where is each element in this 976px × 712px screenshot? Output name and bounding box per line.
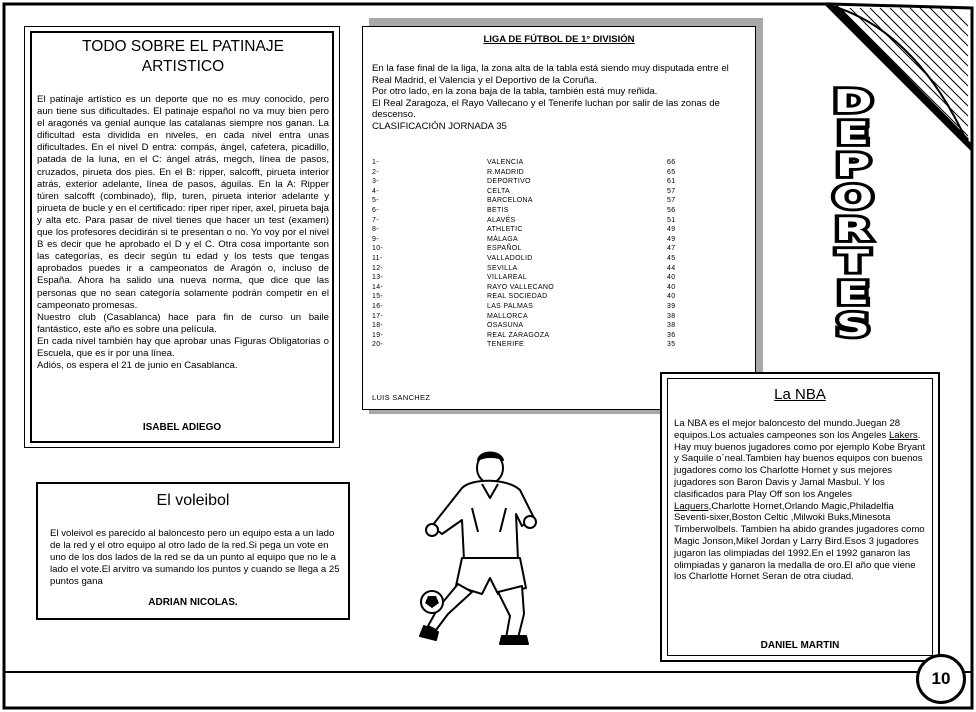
liga-table-row <box>372 312 742 322</box>
liga-cell-pos: 3- <box>372 178 379 186</box>
liga-cell-pts: 57 <box>667 197 676 205</box>
liga-cell-pts: 49 <box>667 235 676 243</box>
patinaje-article <box>24 26 340 448</box>
liga-cell-team: BETIS <box>487 206 509 214</box>
patinaje-paragraph: Nuestro club (Casablanca) hace para fin de curso un baile fantástico, este año es sobre una película. <box>37 311 329 335</box>
liga-cell-pts: 35 <box>667 341 676 349</box>
nba-author: DANIEL MARTIN <box>760 640 840 651</box>
liga-cell-pts: 39 <box>667 302 676 310</box>
liga-table-row <box>372 292 742 302</box>
liga-subtitle: CLASIFICACIÓN JORNADA 35 <box>372 120 507 132</box>
liga-cell-pts: 49 <box>667 226 676 234</box>
liga-table-row <box>372 187 742 197</box>
liga-cell-pos: 17- <box>372 312 384 320</box>
liga-cell-pts: 44 <box>667 264 676 272</box>
liga-cell-pts: 40 <box>667 283 676 291</box>
liga-table-row <box>372 340 742 350</box>
nba-title: La NBA <box>774 386 826 403</box>
liga-cell-pts: 36 <box>667 331 676 339</box>
liga-cell-pos: 1- <box>372 159 379 166</box>
liga-cell-pts: 61 <box>667 178 676 186</box>
liga-cell-pts: 51 <box>667 216 676 224</box>
voleibol-article <box>36 482 350 620</box>
liga-cell-pts: 40 <box>667 274 676 282</box>
liga-cell-team: CELTA <box>487 187 511 195</box>
liga-cell-pos: 5- <box>372 197 379 205</box>
liga-intro <box>372 63 750 132</box>
liga-cell-pos: 4- <box>372 187 379 195</box>
liga-table-row <box>372 331 742 341</box>
liga-cell-team: OSASUNA <box>487 322 524 330</box>
nba-link-laquers: Laquers, <box>674 500 712 512</box>
deportes-letter: S <box>835 308 871 342</box>
liga-table-row <box>372 264 742 274</box>
liga-cell-team: MÁLAGA <box>487 235 518 243</box>
liga-cell-pos: 18- <box>372 322 384 330</box>
liga-cell-pos: 10- <box>372 245 384 253</box>
deportes-letter: P <box>835 148 871 184</box>
deportes-letter: O <box>832 180 874 216</box>
liga-cell-pos: 13- <box>372 274 384 282</box>
nba-link-lakers: Lakers <box>888 429 918 441</box>
liga-cell-team: VALENCIA <box>487 159 524 166</box>
liga-table-row <box>372 196 742 206</box>
liga-cell-pos: 2- <box>372 168 379 176</box>
liga-cell-pts: 57 <box>667 187 676 195</box>
liga-cell-pts: 38 <box>667 312 676 320</box>
liga-table-row <box>372 273 742 283</box>
patinaje-author: ISABEL ADIEGO <box>142 422 222 433</box>
liga-cell-team: ATHLETIC <box>487 226 523 234</box>
liga-table <box>372 158 742 350</box>
liga-table-row <box>372 177 742 187</box>
nba-text: . Hay muy buenos jugadores como por ejemplo Kobe Bryant y Saquile o´neal.Tambien hay buenos equipos con buenos jugadores como los Charlotte Hornet y sus mejores jugadores son Baron Davis y Jamal Masbul. Y los clasificados para Play Off son los Angeles <box>674 429 926 500</box>
liga-cell-pos: 16- <box>372 302 384 310</box>
liga-cell-pts: 56 <box>667 206 676 214</box>
liga-cell-team: MALLORCA <box>487 312 528 320</box>
liga-table-row <box>372 254 742 264</box>
liga-table-row <box>372 225 742 235</box>
liga-cell-pos: 6- <box>372 206 379 214</box>
nba-body <box>674 418 930 583</box>
deportes-letter: D <box>833 84 873 120</box>
liga-table-row <box>372 216 742 226</box>
patinaje-paragraph: En cada nivel también hay que aprobar unas Figuras Obligatorias o Escuela, que es ir por una línea. <box>37 335 329 359</box>
voleibol-title: El voleibol <box>156 492 230 509</box>
patinaje-body <box>37 94 329 372</box>
liga-intro-line: Por otro lado, en la zona baja de la tabla, también está muy reñida. <box>372 86 658 97</box>
deportes-letter: R <box>834 212 872 248</box>
liga-article <box>362 26 756 410</box>
deportes-letter: E <box>836 276 870 312</box>
liga-table-row <box>372 244 742 254</box>
liga-cell-pts: 40 <box>667 293 676 301</box>
liga-cell-team: REAL ZARAGOZA <box>487 331 550 339</box>
liga-cell-pos: 12- <box>372 264 384 272</box>
nba-text: Charlotte Hornet,Orlando Magic,Philadelfia Seventi-sixer,Boston Celtic ,Milwoki Buks,Minesota Timberwolbels. Tambien ha abido grandes jugadores como Magic Jonson,Mikel Jordan y Larry Bird.Esos 3 jugadores jugaron las olimpiadas del 1992.En el 1992 ganaron las olimpiadas y ganaron la medalla de oro.El año que viene los Charlotte Hornet Seran de otra ciudad. <box>674 500 925 583</box>
liga-cell-pts: 38 <box>667 322 676 330</box>
deportes-letter: E <box>836 116 870 152</box>
liga-table-row <box>372 235 742 245</box>
liga-cell-pos: 19- <box>372 331 384 339</box>
liga-cell-pts: 66 <box>667 159 676 166</box>
nba-text: La NBA es el mejor baloncesto del mundo.Juegan 28 equipos.Los actuales campeones son los Angeles <box>674 418 901 441</box>
liga-table-row <box>372 283 742 293</box>
liga-cell-pts: 45 <box>667 254 676 262</box>
deportes-letter: T <box>836 244 870 280</box>
liga-cell-team: R.MADRID <box>487 168 525 176</box>
voleibol-body: El voleivol es parecido al baloncesto pero un equipo esta a un lado de la red y el otro equipo al otro lado de la red.Si pega un vote en uno de los dos lados de la red se da un punto al equipo que no le a lado el vote.El arvitro va sumando los puntos y cuando se llega a 25 puntos gana <box>50 528 340 588</box>
liga-cell-pos: 8- <box>372 226 379 234</box>
liga-cell-team: LAS PALMAS <box>487 302 534 310</box>
footballer-illustration <box>402 448 572 648</box>
liga-cell-pos: 15- <box>372 293 384 301</box>
patinaje-paragraph: El patinaje artístico es un deporte que no es muy conocido, pero aun tiene sus dificultades. El patinaje español no va muy bien pero el aragonés va genial aunque las catalanas siempre nos ganan. La dificultad esta dividida en niveles, en cada nivel entra unas dificultades. En el nivel D entra: compás, ángel, cafetera, picadillo, patada de la luna, en el C: ángel atrás, megch, línea de pasos, cruzados, pirueta dos pies. En el B: ripper, salcofft, pirueta interior atrás, exterior adelante, línea de pasos, águilas. En la A: Ripper túren salcofft (combinado), flip, turen, pirueta interior adelante y pirueta de bucle y en el certificado: riper riper riper, axel, pirueta baja y alta etc. Para pasar de nivel tienes que hacer un test (examen) que los profesores decidirán si te presentan o no. Yo voy por el nivel B es decir que he aprobado el D y el C. Otra cosa importante son las categorías, es decir según tu edad y los tests que tengas aprobados puedes ir a campeonatos de Aragón o, incluso de España. Ahora ha salido una nueva norma, que dice que las personas que no sean categoría solamente podrán competir en el campeonato promesas. <box>37 94 329 311</box>
liga-author: LUIS SANCHEZ <box>372 393 431 402</box>
liga-cell-pos: 11- <box>372 254 383 262</box>
liga-cell-team: RAYO VALLECANO <box>487 283 554 291</box>
liga-cell-pts: 65 <box>667 168 676 176</box>
page-number-badge <box>916 654 966 704</box>
liga-intro-line: En la fase final de la liga, la zona alta de la tabla está siendo muy disputada entre el Real Madrid, el Valencia y el Deportivo de la Coruña. <box>372 63 729 86</box>
liga-cell-team: ALAVÉS <box>487 216 516 224</box>
liga-cell-pts: 47 <box>667 245 676 253</box>
liga-table-row <box>372 158 742 168</box>
liga-cell-team: TENERIFE <box>487 341 525 349</box>
liga-cell-team: BARCELONA <box>487 197 533 205</box>
liga-intro-line: El Real Zaragoza, el Rayo Vallecano y el Tenerife luchan por salir de las zonas de descenso. <box>372 97 720 120</box>
liga-cell-team: REAL SOCIEDAD <box>487 293 548 301</box>
liga-table-row <box>372 168 742 178</box>
liga-title: LIGA DE FÚTBOL DE 1° DIVISIÓN <box>483 34 635 45</box>
liga-cell-pos: 20- <box>372 341 384 349</box>
liga-cell-team: SEVILLA <box>487 264 518 272</box>
patinaje-title: TODO SOBRE EL PATINAJE ARTISTICO <box>82 38 284 75</box>
liga-cell-pos: 9- <box>372 235 379 243</box>
voleibol-author: ADRIAN NICOLAS. <box>148 597 238 608</box>
liga-cell-team: VALLADOLID <box>487 254 533 262</box>
patinaje-paragraph: Adiós, os espera el 21 de junio en Casablanca. <box>37 360 238 372</box>
page-number: 10 <box>931 669 951 688</box>
liga-table-row <box>372 206 742 216</box>
nba-article <box>660 372 940 662</box>
liga-cell-team: VILLAREAL <box>487 274 528 282</box>
liga-cell-team: DEPORTIVO <box>487 178 531 186</box>
liga-cell-team: ESPAÑOL <box>487 245 522 253</box>
liga-cell-pos: 14- <box>372 283 384 291</box>
liga-table-row <box>372 302 742 312</box>
liga-cell-pos: 7- <box>372 216 379 224</box>
liga-table-row <box>372 321 742 331</box>
deportes-heading <box>818 82 888 342</box>
